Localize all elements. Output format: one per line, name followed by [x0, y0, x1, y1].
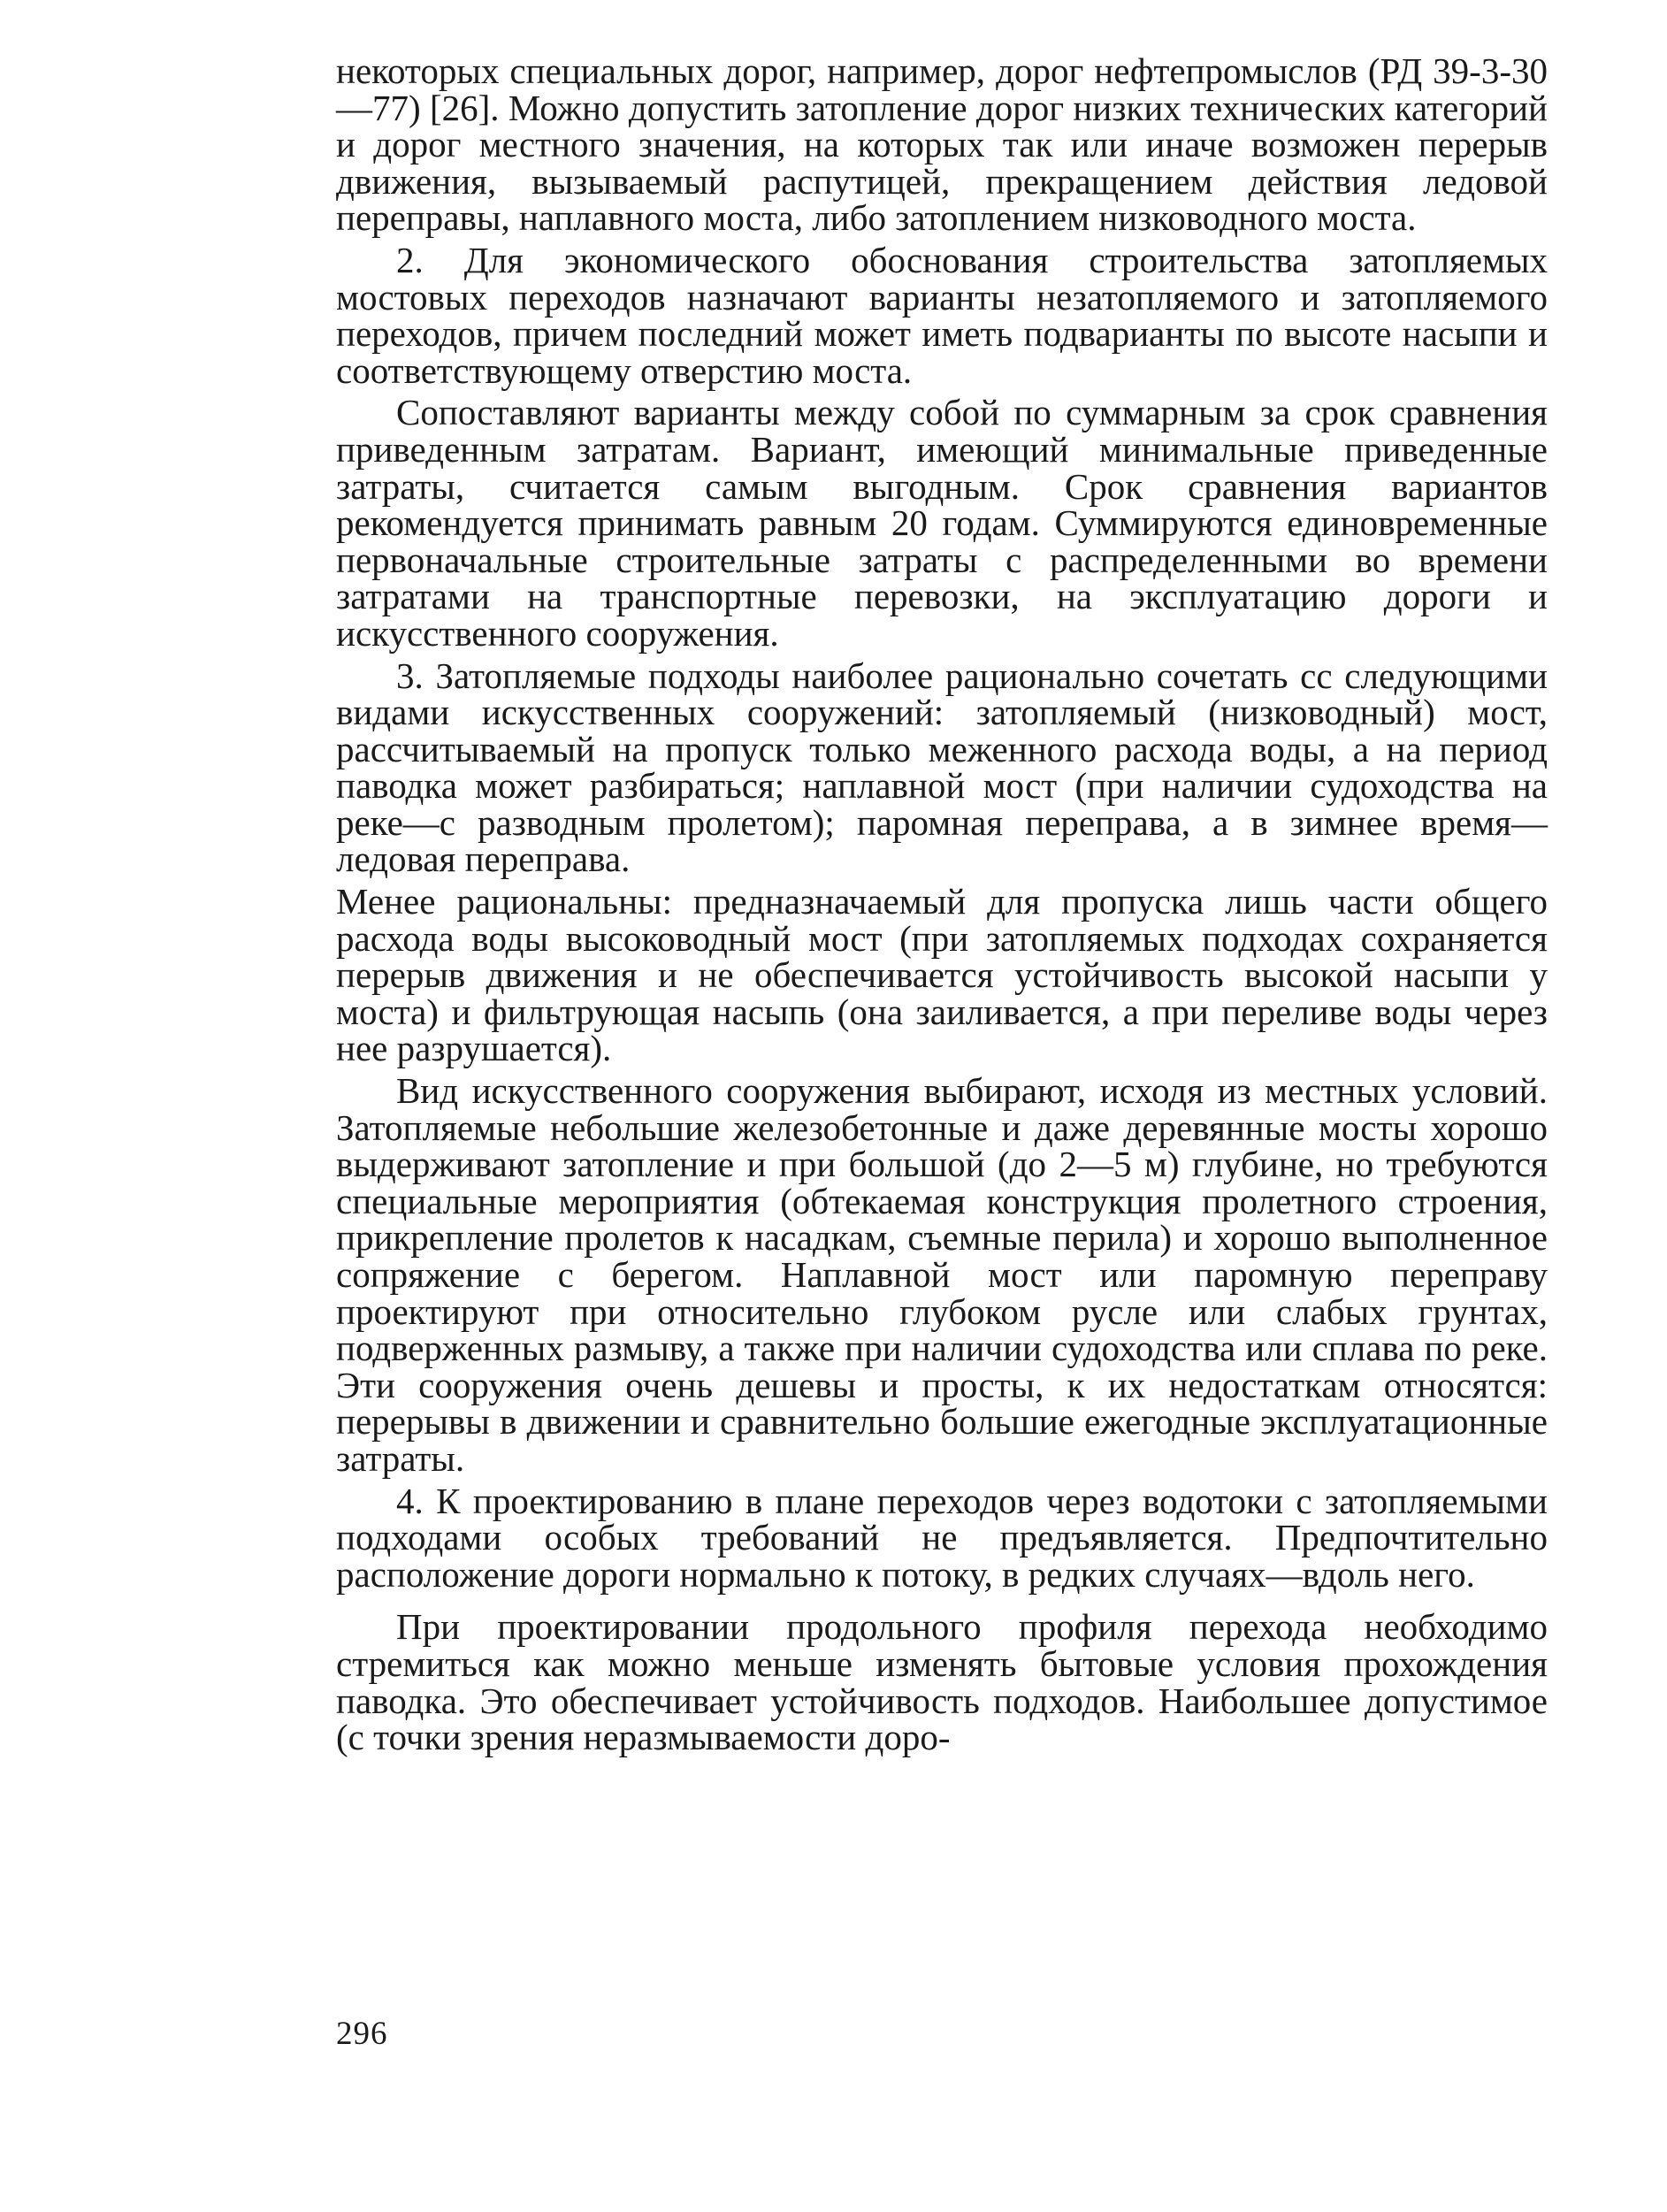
paragraph-item-3: 3. Затопляемые подходы наиболее рационально сочетать сс следующими видами искусственных сооружений: затопляемый (низководный) мост, рассчитываемый на пропуск только меженного расхода воды, а на период паводка может разбираться; наплавной мост (при наличии судоходства на реке—с разводным пролетом); паромная переправа, а в зимнее время—ледовая переправа.: [336, 654, 1548, 880]
paragraph-item-2: 2. Для экономического обоснования строительства затопляемых мостовых переходов назначают варианты незатопляемого и затопляемого переходов, причем последний может иметь подварианты по высоте насыпи и соответствующему отверстию моста.: [336, 239, 1548, 391]
paragraph-item-4: 4. К проектированию в плане переходов через водотоки с затопляемыми подходами особых требований не предъявляется. Предпочтительно расположение дороги нормально к потоку, в редких случаях—вдоль него.: [336, 1480, 1548, 1595]
paragraph-comparison: Сопоставляют варианты между собой по суммарным за срок сравнения приведенным затратам. Вариант, имеющий минимальные приведенные затраты, считается самым выгодным. Срок сравнения вариантов рекомендуется принимать равным 20 годам. Суммируются единовременные первоначальные строительные затраты с распределенными во времени затратами на транспортные перевозки, на эксплуатацию дороги и искусственного сооружения.: [336, 392, 1548, 654]
paragraph-continuation: некоторых специальных дорог, например, дорог нефтепромыслов (РД 39-3-30—77) [26]. Можно допустить затопление дорог низких технических категорий и дорог местного значения, на которых так или иначе возможен перерыв движения, вызываемый распутицей, прекращением действия ледовой переправы, наплавного моста, либо затоплением низководного моста.: [336, 50, 1548, 239]
paragraph-structure-type: Вид искусственного сооружения выбирают, исходя из местных условий. Затопляемые небольшие железобетонные и даже деревянные мосты хорошо выдерживают затопление и при большой (до 2—5 м) глубине, но требуются специальные мероприятия (обтекаемая конструкция пролетного строения, прикрепление пролетов к насадкам, съемные перила) и хорошо выполненное сопряжение с берегом. Наплавной мост или паромную переправу проектируют при относительно глубоком русле или слабых грунтах, подверженных размыву, а также при наличии судоходства или сплава по реке. Эти сооружения очень дешевы и просты, к их недостаткам относятся: перерывы в движении и сравнительно большие ежегодные эксплуатационные затраты.: [336, 1070, 1548, 1479]
paragraph-less-rational: Менее рациональны: предназначаемый для пропуска лишь части общего расхода воды высоководный мост (при затопляемых подходах сохраняется перерыв движения и не обеспечивается устойчивость высокой насыпи у моста) и фильтрующая насыпь (она заиливается, а при переливе воды через нее разрушается).: [336, 881, 1548, 1069]
paragraph-longitudinal-profile: При проектировании продольного профиля перехода необходимо стремиться как можно меньше изменять бытовые условия прохождения паводка. Это обеспечивает устойчивость подходов. Наибольшее допустимое (с точки зрения неразмываемости доро-: [336, 1606, 1548, 1758]
page-body: [336, 50, 1548, 1762]
page-number: 296: [336, 2016, 388, 2052]
